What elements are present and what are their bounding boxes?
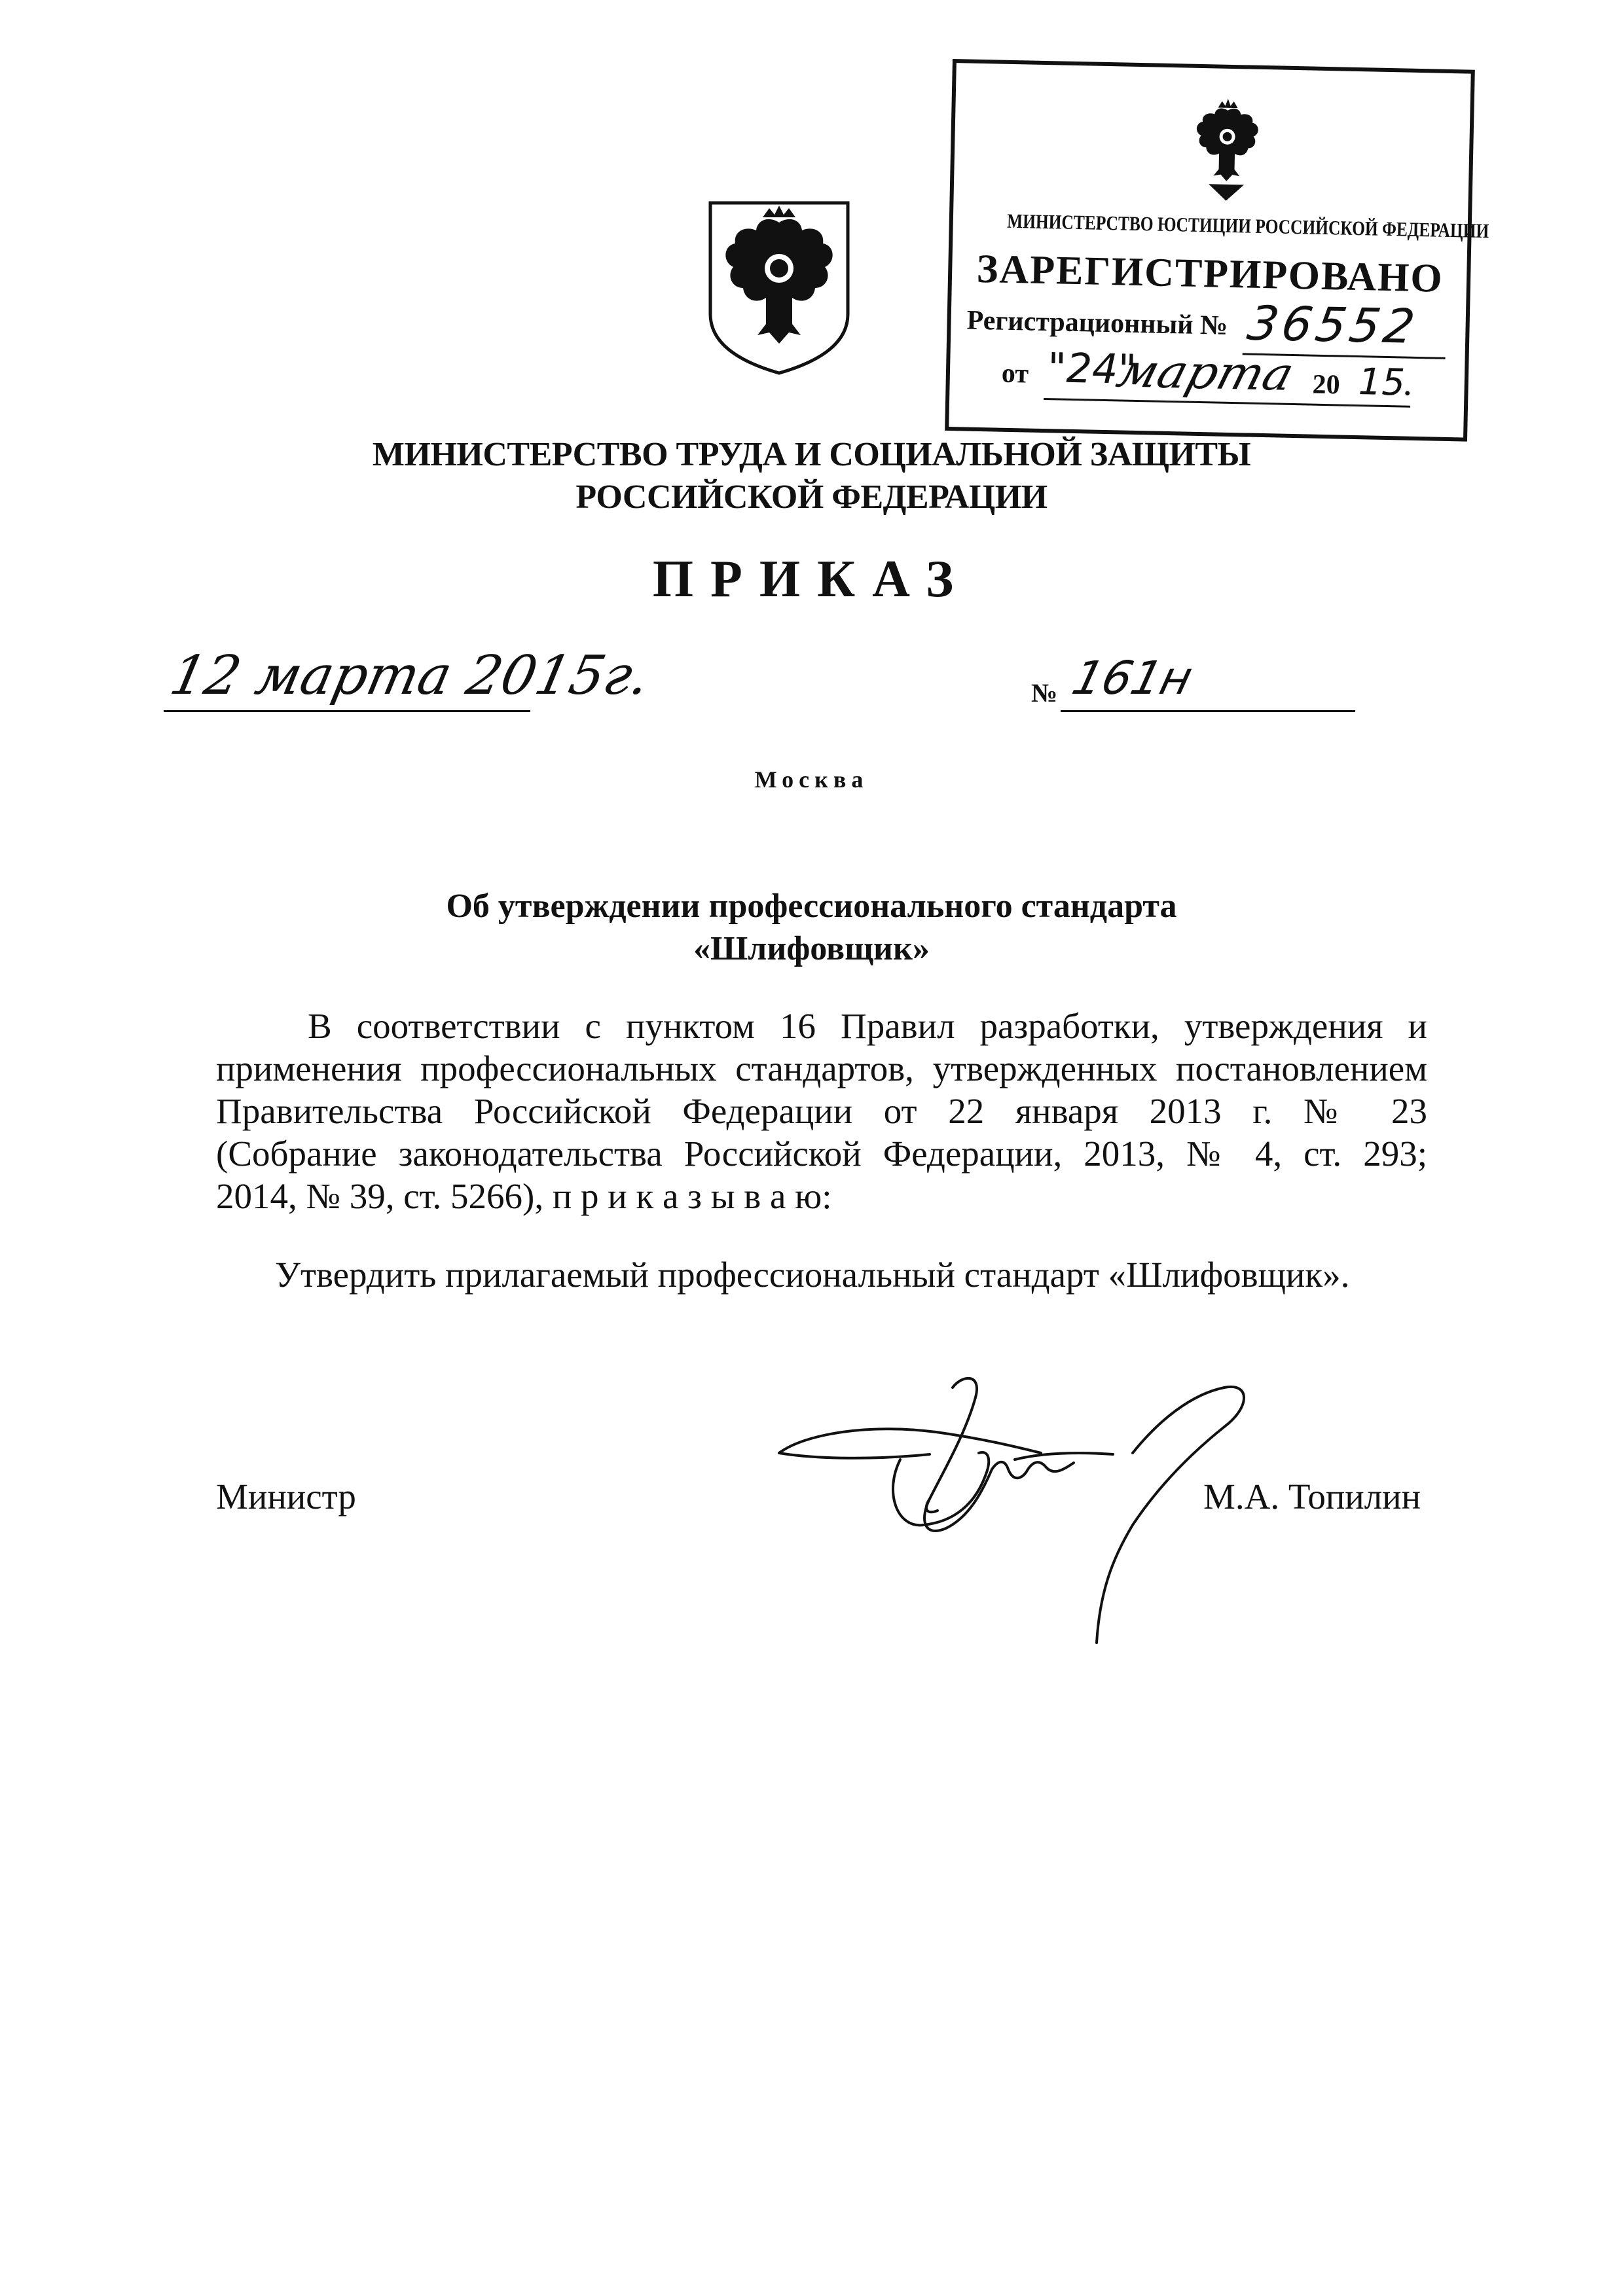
- body-paragraph1-line: Правительства Российской Федерации от 22 января 2013 г. № 23: [216, 1091, 1427, 1131]
- body-paragraph1-line: (Собрание законодательства Российской Федерации, 2013, № 4, ст. 293;: [216, 1134, 1427, 1174]
- order-date-underline: [164, 710, 530, 712]
- document-type: ПРИКАЗ: [652, 550, 971, 608]
- stamp-date-month: марта: [1111, 344, 1300, 401]
- stamp-coat-of-arms-icon: [1182, 95, 1272, 205]
- stamp-reg-number: 36552: [1243, 295, 1423, 354]
- coat-of-arms-icon: [697, 190, 861, 380]
- stamp-date-year-suffix: 15: [1358, 361, 1406, 404]
- order-number: 161н: [1067, 651, 1198, 705]
- stamp-date-period: .: [1404, 371, 1412, 402]
- body-paragraph1-line: 2014, № 39, ст. 5266), п р и к а з ы в а ю:: [216, 1176, 832, 1216]
- signer-position: Министр: [216, 1477, 356, 1516]
- city: Москва: [754, 766, 869, 793]
- stamp-status: ЗАРЕГИСТРИРОВАНО: [976, 246, 1444, 301]
- stamp-reg-label: Регистрационный №: [966, 305, 1228, 341]
- stamp-date-year-prefix: 20: [1312, 369, 1341, 401]
- signer-name: М.А. Топилин: [1203, 1477, 1421, 1516]
- body-paragraph1-line: В соответствии с пунктом 16 Правил разработки, утверждения и: [308, 1006, 1427, 1046]
- body-paragraph1-line: применения профессиональных стандартов, утвержденных постановлением: [216, 1049, 1427, 1088]
- order-date: 12 марта 2015г.: [164, 645, 655, 707]
- stamp-ministry-name: МИНИСТЕРСТВО ЮСТИЦИИ РОССИЙСКОЙ ФЕДЕРАЦИИ: [1006, 209, 1489, 243]
- ministry-name-line1: МИНИСТЕРСТВО ТРУДА И СОЦИАЛЬНОЙ ЗАЩИТЫ: [372, 436, 1251, 473]
- stamp-date-prefix: от: [1001, 358, 1029, 389]
- ministry-name-line2: РОССИЙСКОЙ ФЕДЕРАЦИИ: [575, 478, 1048, 516]
- order-number-label: №: [1031, 678, 1058, 708]
- document-title-line2: «Шлифовщик»: [693, 930, 930, 967]
- document-title-line1: Об утверждении профессионального стандарта: [446, 888, 1177, 925]
- body-paragraph2: Утвердить прилагаемый профессиональный стандарт «Шлифовщик».: [275, 1255, 1350, 1295]
- stamp-date-day: "24": [1047, 344, 1137, 393]
- order-number-underline: [1061, 710, 1355, 712]
- registration-stamp: [945, 59, 1489, 443]
